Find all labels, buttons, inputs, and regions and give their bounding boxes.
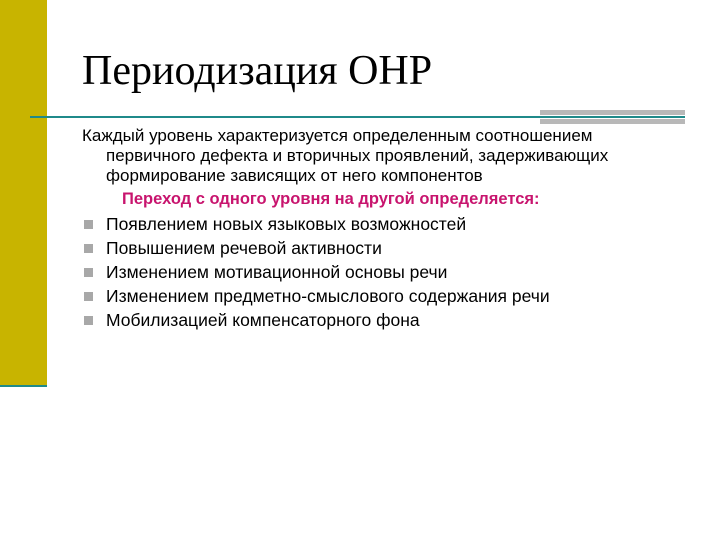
highlight-text: Переход с одного уровня на другой определяется:	[122, 190, 540, 208]
list-item-text: Изменением предметно-смыслового содержания речи	[106, 286, 550, 306]
list-item-text: Повышением речевой активности	[106, 238, 382, 258]
list-item	[82, 308, 682, 332]
divider-accent-bottom	[540, 119, 685, 124]
left-accent-bar	[0, 0, 47, 385]
list-item	[82, 212, 682, 236]
slide-body	[82, 126, 682, 332]
list-item-text: Появлением новых языковых возможностей	[106, 214, 467, 234]
left-accent-bar-foot	[0, 385, 47, 387]
intro-text: Каждый уровень характеризуется определенным соотношением первичного дефекта и вторичных проявлений, задерживающих формирование зависящих от него компонентов	[82, 126, 609, 185]
square-bullet-icon	[84, 292, 93, 301]
list-item	[82, 284, 682, 308]
title-divider	[30, 116, 685, 118]
list-item-text: Мобилизацией компенсаторного фона	[106, 310, 420, 330]
slide-title: Периодизация ОНР	[82, 48, 433, 94]
square-bullet-icon	[84, 220, 93, 229]
divider-accent-top	[540, 110, 685, 115]
list-item	[82, 260, 682, 284]
square-bullet-icon	[84, 316, 93, 325]
square-bullet-icon	[84, 244, 93, 253]
bullet-list	[82, 212, 682, 332]
square-bullet-icon	[84, 268, 93, 277]
list-item-text: Изменением мотивационной основы речи	[106, 262, 448, 282]
list-item	[82, 236, 682, 260]
